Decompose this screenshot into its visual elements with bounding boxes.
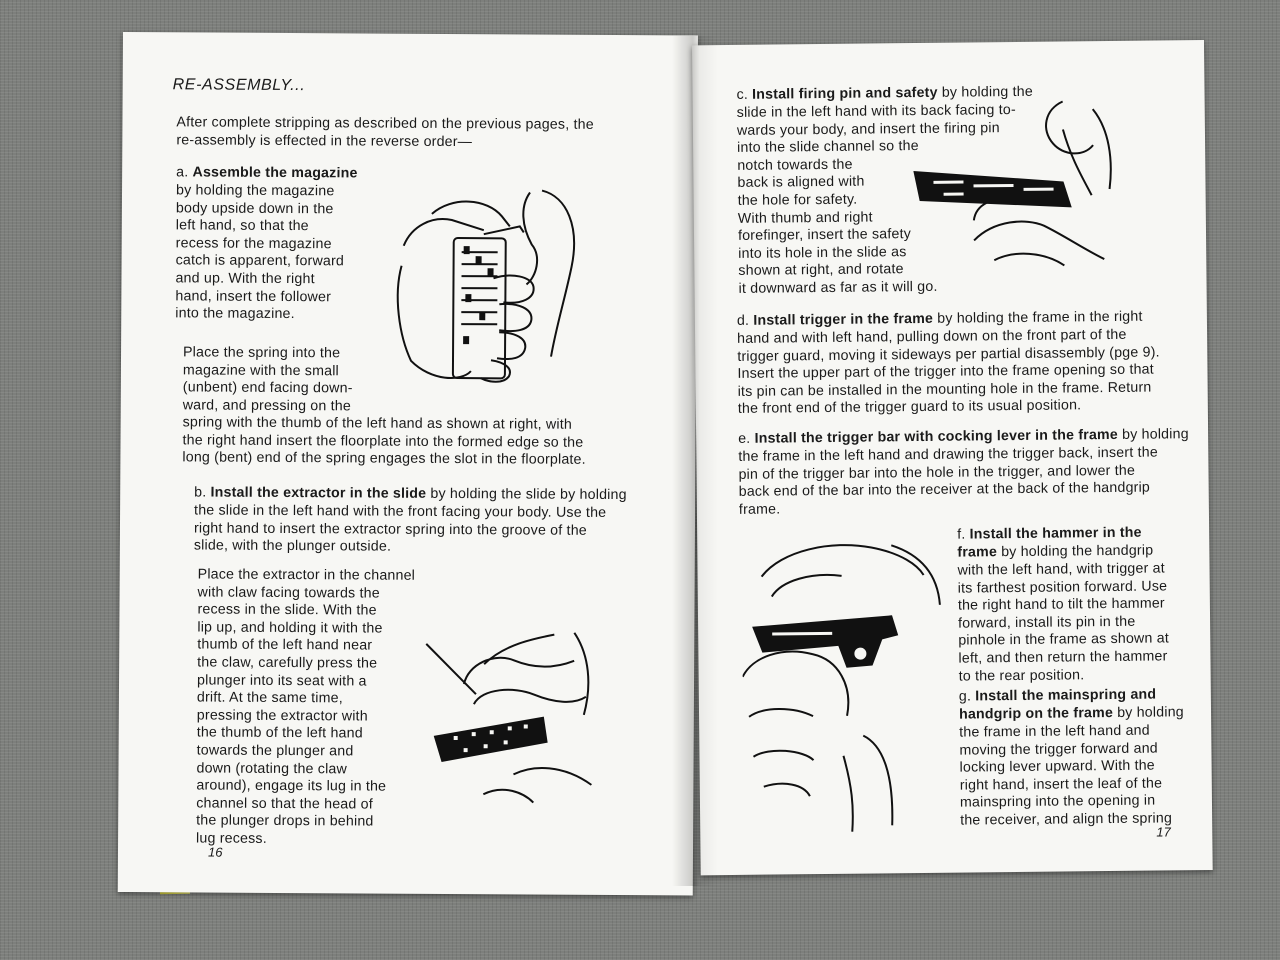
step-d-title: Install trigger in the frame xyxy=(753,310,934,329)
step-e-prefix: e. xyxy=(738,430,755,447)
page-number: 17 xyxy=(1156,824,1171,840)
extractor-illustration xyxy=(423,624,594,805)
step-b-text-3: Place the extractor in the channel with claw facing towards the recess in the slide. With the lip up, and holding it with the thumb of the left hand near the claw, carefully press the plunger into its seat with a drift. At the same time, pressing the extractor with the thumb of the left hand towards the plunger and down (rotating the claw around), engage its lug in the channel so that the head of the plunger drops in behind lug recess. xyxy=(196,566,416,847)
step-d-text-1: by holding the frame in the right xyxy=(933,308,1143,327)
step-e-text-1: by holding xyxy=(1117,426,1189,443)
step-a-title: Assemble the magazine xyxy=(192,164,358,182)
step-b-text-2: the slide in the left hand with the front facing your body. Use the right hand to insert the extractor spring into the groove of the slide, with the plunger outside. xyxy=(193,502,607,555)
page-17 xyxy=(692,40,1213,875)
step-f-title-1: Install the hammer in the xyxy=(969,524,1142,543)
intro-paragraph: After complete stripping as described on the previous pages, the re-assembly is effected in the reverse order— xyxy=(176,114,594,150)
step-b-prefix: b. xyxy=(194,484,211,501)
step-f-heading xyxy=(957,525,1142,545)
hands-extractor-icon xyxy=(423,624,594,805)
step-c-text-1: by holding the xyxy=(937,83,1034,101)
section-heading: RE-ASSEMBLY... xyxy=(172,76,306,95)
step-b-heading xyxy=(194,484,627,504)
step-a-text-3: spring with the thumb of the left hand as shown at right, with the right hand insert the floorplate into the formed edge so the long (bent) end of the spring engages the slot in the floorplate. xyxy=(182,414,586,469)
step-a-heading xyxy=(176,164,358,183)
step-g-heading xyxy=(959,687,1157,707)
step-c-title: Install firing pin and safety xyxy=(752,84,938,103)
step-f-text-2: with the left hand, with trigger at its farthest position forward. Use the right hand to tilt the hammer forward, install its pin in the pinhole in the frame as shown at left, and then return the hammer to the rear position. xyxy=(957,560,1170,685)
step-f-title-2: frame xyxy=(957,544,998,561)
hands-magazine-icon xyxy=(391,186,582,387)
step-f-heading-2 xyxy=(957,543,1153,563)
step-d-text-2: hand and with left hand, pulling down on the front part of the trigger guard, moving it sideways per partial disassembly (pge 9). Insert the upper part of the trigger into the frame opening so that its pin can be installed in the mounting hole in the frame. Return the front end of the trigger guard to its usual position. xyxy=(737,326,1160,418)
page-16 xyxy=(118,32,698,895)
step-f-prefix: f. xyxy=(957,526,970,543)
step-f-text-1: by holding the handgrip xyxy=(996,542,1154,561)
step-g-prefix: g. xyxy=(958,688,976,705)
page-number: 16 xyxy=(207,844,223,860)
step-b-title: Install the extractor in the slide xyxy=(210,484,427,502)
firing-pin-illustration xyxy=(913,99,1120,271)
step-g-heading-2 xyxy=(959,704,1184,724)
hammer-illustration xyxy=(741,535,954,837)
step-g-text-2: the frame in the left hand and moving the trigger forward and locking lever upward. With the right hand, insert the leaf of the mainspring into the opening in the receiver, and align the spring xyxy=(959,722,1173,829)
step-g-title-1: Install the mainspring and xyxy=(975,686,1157,705)
step-a-text-1: by holding the magazine body upside down in the left hand, so that the recess for the magazine catch is apparent, forward and up. With the right hand, insert the follower into the magazine. xyxy=(175,182,345,323)
step-d-prefix: d. xyxy=(736,312,754,329)
step-e-text-2: the frame in the left hand and drawing the trigger back, insert the pin of the trigger bar into the hole in the trigger, and lower the back end of the bar into the receiver at the back of the handgrip frame. xyxy=(738,444,1158,518)
hands-hammer-icon xyxy=(741,535,954,837)
hands-firing-pin-icon xyxy=(913,99,1120,271)
step-a-text-2: Place the spring into the magazine with the small (unbent) end facing down- ward, and pressing on the xyxy=(182,344,353,415)
magazine-illustration xyxy=(391,186,582,387)
step-g-title-2: handgrip on the frame xyxy=(958,704,1114,723)
step-b-text-1: by holding the slide by holding xyxy=(426,485,627,504)
step-c-prefix: c. xyxy=(736,86,753,103)
step-e-title: Install the trigger bar with cocking lever in the frame xyxy=(754,426,1119,447)
step-a-prefix: a. xyxy=(176,164,193,181)
step-g-text-1: by holding xyxy=(1112,704,1184,721)
step-c-text-2: slide in the left hand with its back facing to- wards your body, and insert the firing pin into the slide channel so the notch towards the back is aligned with the hole for safety. With thumb and right forefinger, insert the safety into its hole in the slide as shown at right, and rotate it downward as far as it will go. xyxy=(736,101,1016,297)
